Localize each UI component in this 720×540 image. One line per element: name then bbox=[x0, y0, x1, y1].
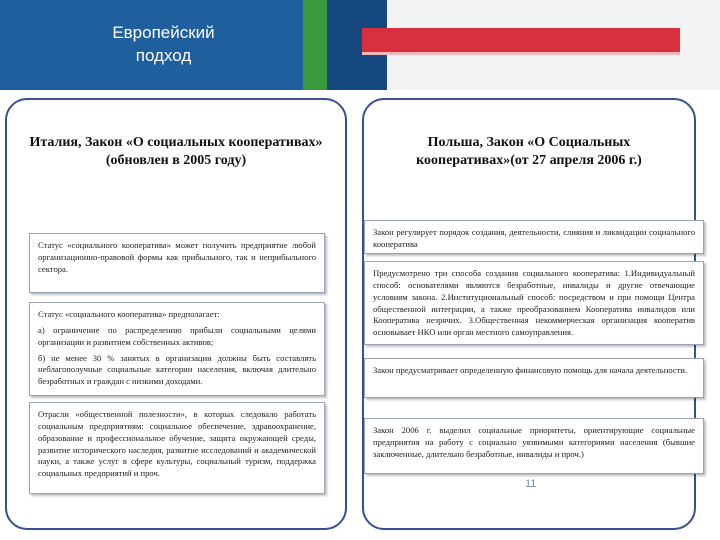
italy-box-sectors bbox=[29, 402, 325, 494]
poland-box-methods bbox=[364, 261, 704, 345]
poland-box-financial-aid bbox=[364, 358, 704, 398]
italy-requirements-b: б) не менее 30 % занятых в организации должны быть составлять неблагополучные социальные категории населения, включая длительно безработных и граждан с низкими доходами. bbox=[38, 352, 316, 387]
italy-column-title: Италия, Закон «О социальных кооперативах» (обновлен в 2005 году) bbox=[29, 135, 323, 169]
poland-column bbox=[362, 98, 696, 530]
italy-requirements-a: а) ограничение по распределению прибыли социальными целями организации и развитием собственных активов; bbox=[38, 324, 316, 347]
poland-flag-line bbox=[362, 52, 680, 55]
page-number: 11 bbox=[525, 478, 537, 490]
poland-regulation-text: Закон регулирует порядок создания, деятельности, слияния и ликвидации социального кооператива bbox=[373, 227, 695, 249]
poland-financial-aid-text: Закон предусматривает определенную финансовую помощь для начала деятельности. bbox=[373, 365, 688, 375]
poland-flag-stripe bbox=[362, 28, 680, 52]
poland-column-title: Польша, Закон «О Социальных кооперативах»(от 27 апреля 2006 г.) bbox=[416, 135, 642, 169]
italy-box-requirements bbox=[29, 302, 325, 396]
poland-methods-text: Предусмотрено три способа создания социального кооператива: 1.Индивидуальный способ: основателями являются безработные, инвалиды и другие отвечающие условиям закона. 2.Институциональный способ: посредством и при помощи Центра общественной интеграции, а также преобразованием Кооператива инвалидов или Кооператива незрячих. 3.Общественная некоммерческая организация кооператив основывает НКО или орган местного самоуправления. bbox=[373, 268, 695, 338]
italy-flag-stripe bbox=[303, 0, 327, 90]
page-title-line-2: подход bbox=[135, 46, 192, 65]
page-title-line-1: Европейский bbox=[112, 23, 215, 43]
page-title bbox=[0, 0, 327, 90]
poland-priorities-text: Закон 2006 г. выделил социальные приоритеты, ориентирующие социальные предприятия на работу с социально уязвимыми категориями населения (бывшие заключенные, длительно безработные, инвалиды и проч.) bbox=[373, 425, 695, 459]
poland-box-regulation bbox=[364, 220, 704, 254]
italy-box-status bbox=[29, 233, 325, 293]
italy-column bbox=[5, 98, 347, 530]
italy-requirements-intro: Статус «социального кооператива» предполагает: bbox=[38, 309, 220, 319]
italy-sectors-text: Отрасли «общественной полезности», в которых следовало работать социальным предприятиям: социальное обеспечение, здравоохранение, образование и профессиональное обучение, защита окружающей среды, развитие исторического наследия, развитие исследований и академической науки, а также услуг в сфере культуры, социальный туризм, поддержка социальных предприятий и проч. bbox=[38, 409, 316, 479]
italy-box-status-text: Статус «социального кооператива» может получить предприятие любой организационно-правовой формы как прибыльного, так и неприбыльного сектора. bbox=[38, 240, 316, 274]
poland-box-priorities bbox=[364, 418, 704, 474]
